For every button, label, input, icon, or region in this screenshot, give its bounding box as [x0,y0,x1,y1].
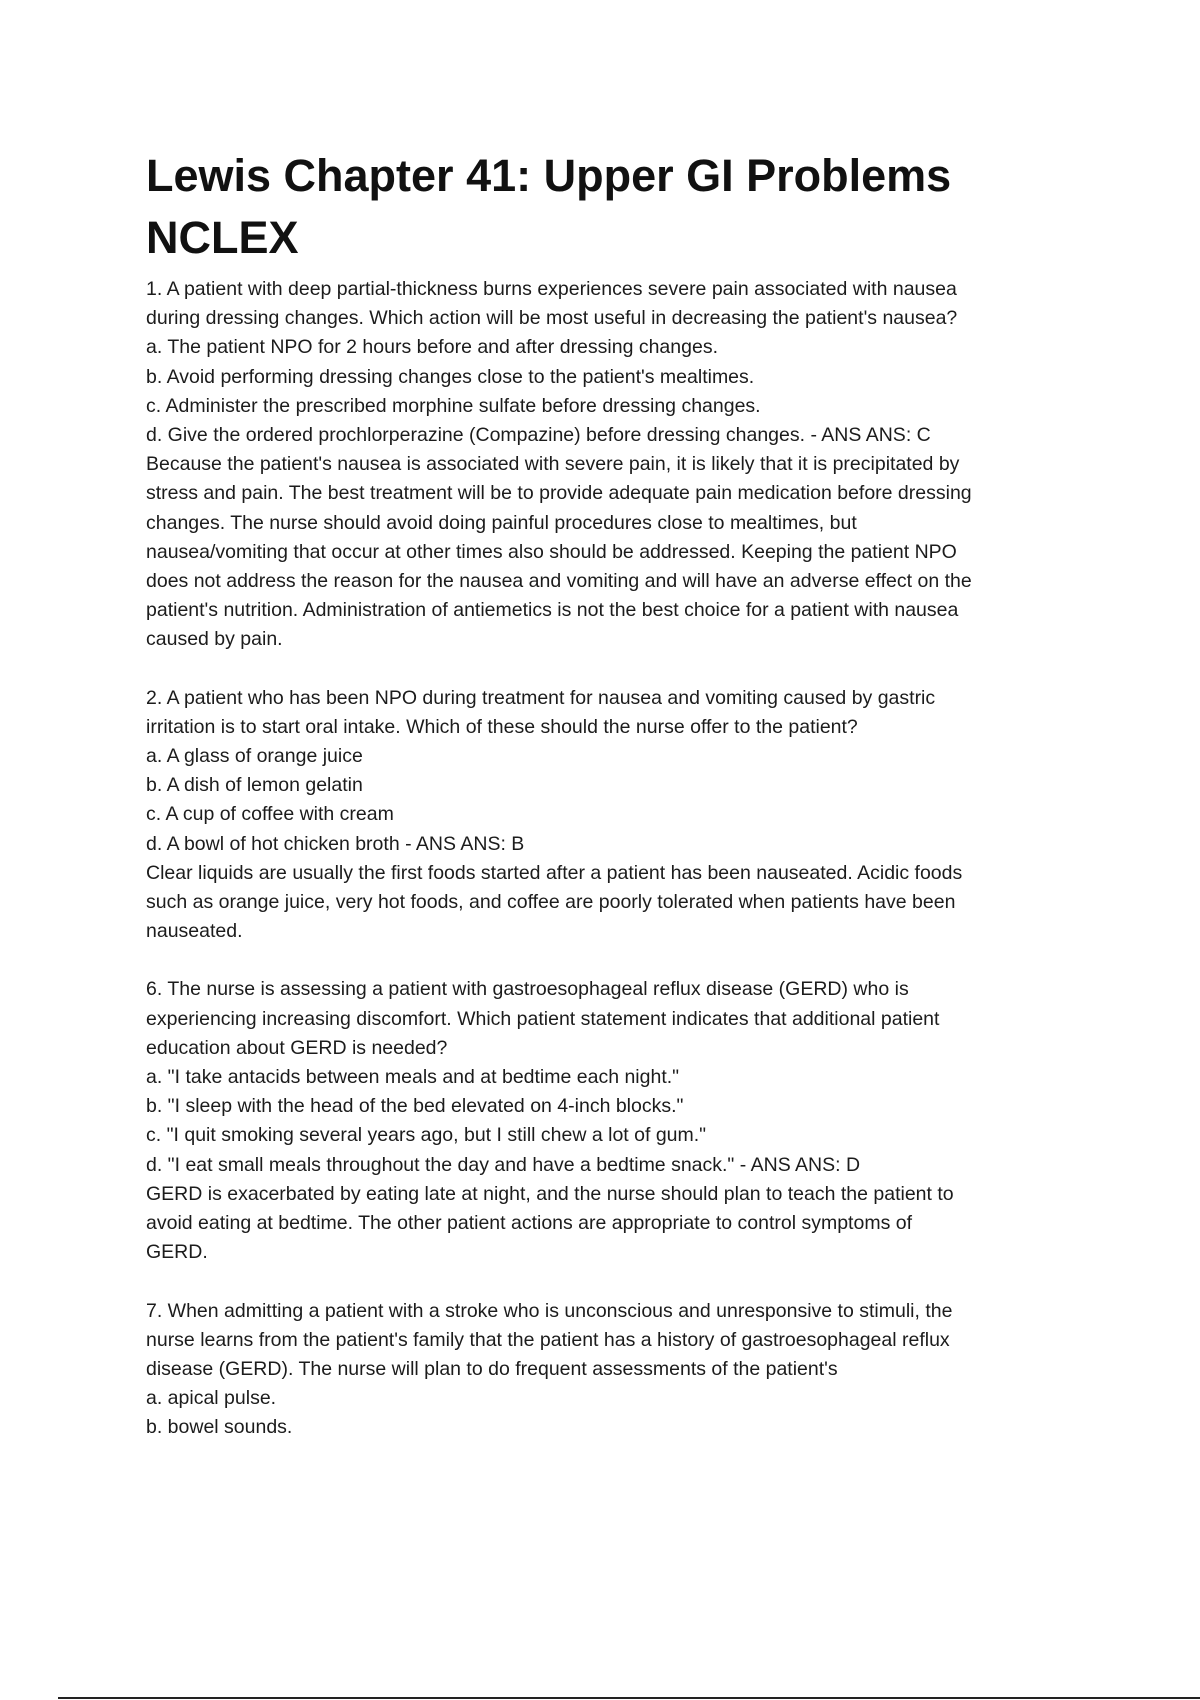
questions-list [146,275,1092,1443]
document-page [146,145,1092,1472]
question-text-line: does not address the reason for the nausea and vomiting and will have an adverse effect on the [146,570,972,593]
question-text-line: b. Avoid performing dressing changes close to the patient's mealtimes. [146,365,755,388]
question-text-line: experiencing increasing discomfort. Which patient statement indicates that additional patient [146,1007,940,1030]
question-text-line: Because the patient's nausea is associated with severe pain, it is likely that it is precipitated by [146,453,960,476]
question-text-line: GERD is exacerbated by eating late at night, and the nurse should plan to teach the patient to [146,1182,954,1205]
question-text-line: b. A dish of lemon gelatin [146,774,363,797]
question-text-line: c. "I quit smoking several years ago, but I still chew a lot of gum." [146,1124,707,1147]
question-text-line: nauseated. [146,920,243,943]
question-block [146,684,1092,947]
question-text-line: nausea/vomiting that occur at other times also should be addressed. Keeping the patient NPO [146,540,957,563]
question-text-line: b. "I sleep with the head of the bed elevated on 4-inch blocks." [146,1095,684,1118]
question-text-line: a. apical pulse. [146,1387,277,1410]
question-block [146,975,1092,1267]
question-text-line: patient's nutrition. Administration of antiemetics is not the best choice for a patient with nausea [146,599,959,622]
question-text-line: during dressing changes. Which action will be most useful in decreasing the patient's nausea? [146,307,958,330]
question-text-line: 7. When admitting a patient with a stroke who is unconscious and unresponsive to stimuli, the [146,1299,953,1322]
question-text-line: d. A bowl of hot chicken broth - ANS ANS: B [146,832,525,855]
question-text-line: b. bowel sounds. [146,1416,293,1439]
question-text-line: a. The patient NPO for 2 hours before and after dressing changes. [146,336,718,359]
question-text-line: d. Give the ordered prochlorperazine (Compazine) before dressing changes. - ANS ANS: C [146,424,931,447]
question-text-line: avoid eating at bedtime. The other patient actions are appropriate to control symptoms of [146,1212,912,1235]
question-text-line: 6. The nurse is assessing a patient with gastroesophageal reflux disease (GERD) who is [146,978,909,1001]
question-text-line: changes. The nurse should avoid doing painful procedures close to mealtimes, but [146,511,857,534]
title-line: Lewis Chapter 41: Upper GI Problems [146,150,952,201]
question-text-line: disease (GERD). The nurse will plan to do frequent assessments of the patient's [146,1357,838,1380]
question-text-line: education about GERD is needed? [146,1036,448,1059]
question-text-line: Clear liquids are usually the first foods started after a patient has been nauseated. Acidic foods [146,861,963,884]
question-text-line: 2. A patient who has been NPO during treatment for nausea and vomiting caused by gastric [146,686,936,709]
question-text-line: c. A cup of coffee with cream [146,803,394,826]
question-text-line: a. "I take antacids between meals and at bedtime each night." [146,1066,680,1089]
question-text-line: nurse learns from the patient's family that the patient has a history of gastroesophageal reflux [146,1328,950,1351]
page-title [146,145,1092,269]
question-text-line: 1. A patient with deep partial-thickness burns experiences severe pain associated with nausea [146,278,957,300]
question-text-line: caused by pain. [146,628,283,651]
question-text-line: irritation is to start oral intake. Which of these should the nurse offer to the patient? [146,715,858,738]
question-text-line: c. Administer the prescribed morphine sulfate before dressing changes. [146,394,761,417]
title-line: NCLEX [146,212,299,263]
question-text-line: a. A glass of orange juice [146,745,363,768]
question-text-line: d. "I eat small meals throughout the day and have a bedtime snack." - ANS ANS: D [146,1153,861,1176]
page-bottom-rule [58,1697,1200,1699]
question-text-line: GERD. [146,1241,208,1264]
question-block [146,1297,1092,1443]
question-text-line: stress and pain. The best treatment will be to provide adequate pain medication before dressing [146,482,972,505]
question-text-line: such as orange juice, very hot foods, and coffee are poorly tolerated when patients have been [146,891,956,914]
question-block [146,275,1092,655]
